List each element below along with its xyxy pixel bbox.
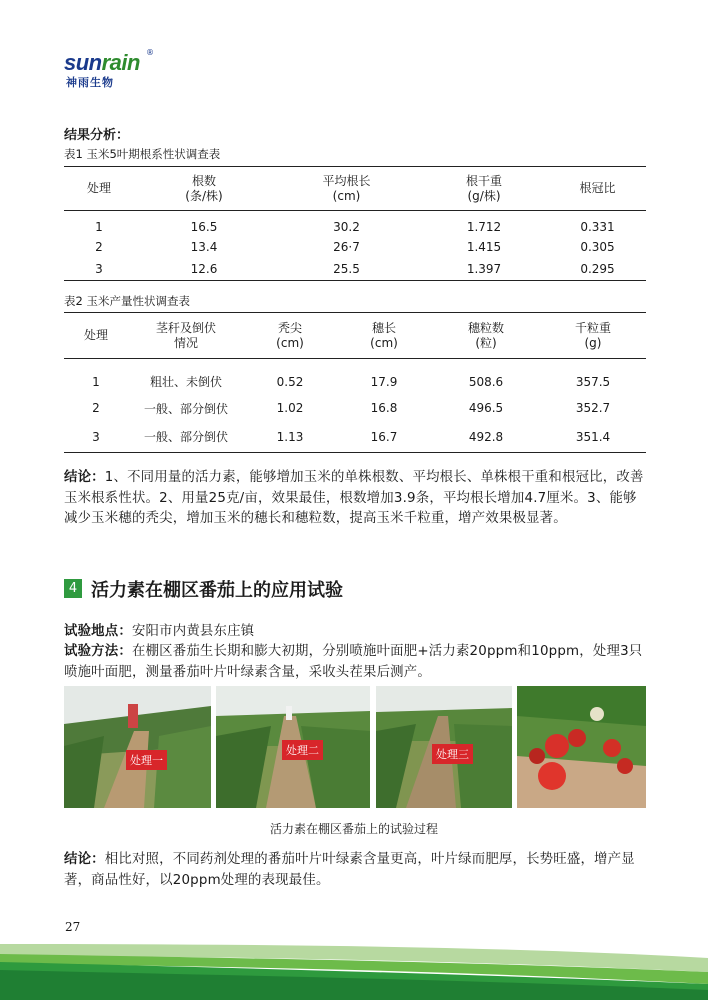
table1 bbox=[64, 166, 646, 281]
trial-method: 试验方法：在棚区番茄生长期和膨大初期，分别喷施叶面肥+活力素20ppm和10ppm，处理3只喷施叶面肥，测量番茄叶片叶绿素含量，采收头茬果后测产。 bbox=[64, 644, 643, 680]
table2-header: 穗粒数 (粒) bbox=[432, 313, 540, 359]
conclusion-paragraph: 结论：1、不同用量的活力素，能够增加玉米的单株根数、平均根长、单株根干重和根冠比，改善玉米根系性状。2、用量25克/亩，效果最佳，根数增加3.9条，平均根长增加4.7厘米。3、能够减少玉米穗的秃尖，增加玉米的穗长和穗粒数，提高玉米千粒重，增产效果极显著。 bbox=[64, 470, 644, 526]
greenhouse-image bbox=[64, 686, 211, 808]
treatment-tag: 处理一 bbox=[126, 750, 167, 770]
table2-header: 千粒重 (g) bbox=[540, 313, 646, 359]
result-heading: 结果分析： bbox=[64, 128, 130, 143]
logo-subtitle: 神雨生物 bbox=[66, 76, 114, 89]
table2 bbox=[64, 312, 646, 453]
registered-mark: ® bbox=[146, 48, 154, 57]
tomato-fruit-image bbox=[517, 686, 646, 808]
greenhouse-photo-3 bbox=[376, 686, 512, 808]
table2-header: 秃尖 (cm) bbox=[244, 313, 336, 359]
table1-header: 平均根长 (cm) bbox=[274, 167, 419, 211]
brand-logo bbox=[64, 50, 164, 90]
photo-caption: 活力素在棚区番茄上的试验过程 bbox=[269, 822, 438, 836]
logo-wordmark: sunrain bbox=[64, 50, 140, 75]
table-row: 1 粗壮、未倒伏 0.52 17.9 508.6 357.5 bbox=[92, 374, 611, 390]
table1-header: 根数 (条/株) bbox=[134, 167, 274, 211]
table-row: 3 一般、部分倒伏 1.13 16.7 492.8 351.4 bbox=[64, 422, 646, 453]
table-row: 2 一般、部分倒伏 1.02 16.8 496.5 352.7 bbox=[92, 401, 611, 416]
table2-header: 茎秆及倒伏 情况 bbox=[128, 313, 244, 359]
section-number-badge: 4 bbox=[64, 579, 82, 598]
table1-caption: 表1 玉米5叶期根系性状调查表 bbox=[64, 147, 221, 161]
trial-site: 试验地点：安阳市内黄县东庄镇 bbox=[64, 624, 255, 639]
table2-caption: 表2 玉米产量性状调查表 bbox=[64, 294, 190, 308]
conclusion-paragraph: 结论：相比对照，不同药剂处理的番茄叶片叶绿素含量更高，叶片绿而肥厚，长势旺盛，增产显著，商品性好，以20ppm处理的表现最佳。 bbox=[64, 852, 635, 888]
footer-decoration bbox=[0, 936, 708, 1000]
page-number: 27 bbox=[65, 920, 81, 934]
table-row: 2 13.4 26·7 1.415 0.305 bbox=[95, 240, 615, 254]
treatment-tag: 处理二 bbox=[282, 740, 323, 760]
table1-header: 处理 bbox=[64, 167, 134, 211]
table2-header: 穗长 (cm) bbox=[336, 313, 432, 359]
treatment-tag: 处理三 bbox=[432, 744, 473, 764]
tomato-photo bbox=[517, 686, 646, 808]
table1-header: 根冠比 bbox=[549, 167, 646, 211]
section-title: 活力素在棚区番茄上的应用试验 bbox=[91, 580, 343, 601]
table2-header: 处理 bbox=[64, 313, 128, 359]
table1-header: 根干重 (g/株) bbox=[419, 167, 549, 211]
table-row: 3 12.6 25.5 1.397 0.295 bbox=[64, 258, 646, 281]
greenhouse-photo-1 bbox=[64, 686, 211, 808]
table-row: 1 16.5 30.2 1.712 0.331 bbox=[95, 219, 615, 234]
greenhouse-photo-2 bbox=[216, 686, 370, 808]
